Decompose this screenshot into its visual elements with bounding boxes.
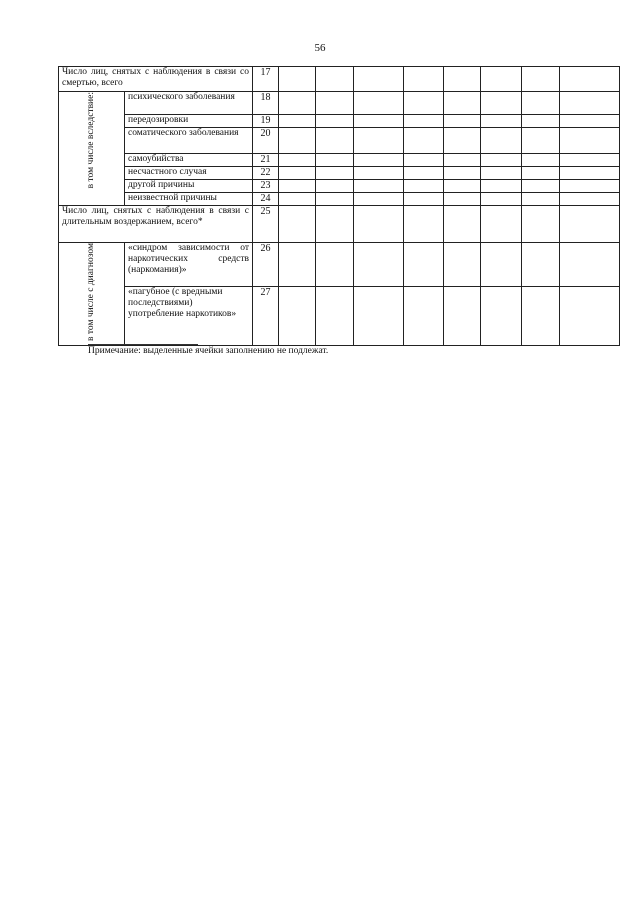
data-cell — [481, 67, 522, 92]
data-cell — [522, 115, 560, 128]
data-cell — [354, 115, 404, 128]
data-cell — [522, 154, 560, 167]
data-cell — [481, 128, 522, 154]
data-cell — [444, 154, 481, 167]
data-cell — [354, 92, 404, 115]
data-cell — [316, 128, 354, 154]
row-26-label: «синдром зависимости от наркотических средств (наркомания)» — [125, 243, 253, 287]
report-table — [58, 66, 620, 346]
row-19-number: 19 — [253, 115, 279, 128]
data-cell — [279, 167, 316, 180]
table-row — [59, 154, 620, 167]
row-17-number: 17 — [253, 67, 279, 92]
table-row — [59, 92, 620, 115]
data-cell — [560, 128, 620, 154]
row-23-number: 23 — [253, 180, 279, 193]
data-cell — [481, 92, 522, 115]
data-cell — [404, 128, 444, 154]
data-cell — [279, 115, 316, 128]
data-cell — [481, 206, 522, 243]
data-cell — [444, 128, 481, 154]
data-cell — [354, 206, 404, 243]
data-cell — [354, 128, 404, 154]
data-cell — [522, 128, 560, 154]
data-cell — [354, 287, 404, 346]
data-cell — [560, 67, 620, 92]
data-cell — [279, 154, 316, 167]
data-cell — [354, 243, 404, 287]
table-row — [59, 206, 620, 243]
data-cell — [354, 154, 404, 167]
data-cell — [522, 243, 560, 287]
data-cell — [481, 287, 522, 346]
row-27-label: «пагубное (с вредными последствиями) употребление наркотиков» — [125, 287, 253, 346]
row-24-number: 24 — [253, 193, 279, 206]
data-cell — [481, 115, 522, 128]
data-cell — [316, 287, 354, 346]
data-cell — [279, 243, 316, 287]
group-label-diagnosis-text: в том числе с диагнозом — [86, 243, 96, 341]
footnote-note: Примечание: выделенные ячейки заполнению не подлежат. — [88, 346, 329, 356]
data-cell — [522, 287, 560, 346]
data-cell — [560, 287, 620, 346]
data-cell — [279, 287, 316, 346]
data-cell — [279, 67, 316, 92]
data-cell — [522, 180, 560, 193]
row-24-label: неизвестной причины — [125, 193, 253, 206]
data-cell — [354, 193, 404, 206]
data-cell — [279, 92, 316, 115]
table-row — [59, 287, 620, 346]
row-21-number: 21 — [253, 154, 279, 167]
group-label-consequence-text: в том числе вследствие: — [86, 92, 96, 189]
data-cell — [279, 206, 316, 243]
data-cell — [316, 167, 354, 180]
data-cell — [279, 180, 316, 193]
data-cell — [481, 154, 522, 167]
data-cell — [354, 180, 404, 193]
row-26-number: 26 — [253, 243, 279, 287]
group-label-diagnosis — [59, 243, 125, 346]
data-cell — [444, 180, 481, 193]
table-row — [59, 193, 620, 206]
data-cell — [444, 287, 481, 346]
data-cell — [444, 193, 481, 206]
data-cell — [522, 206, 560, 243]
data-cell — [404, 180, 444, 193]
data-cell — [316, 206, 354, 243]
data-cell — [560, 180, 620, 193]
data-cell — [279, 193, 316, 206]
data-cell — [481, 193, 522, 206]
row-27-number: 27 — [253, 287, 279, 346]
data-cell — [560, 167, 620, 180]
data-cell — [316, 180, 354, 193]
data-cell — [444, 167, 481, 180]
footnote-rule — [88, 344, 198, 345]
data-cell — [354, 167, 404, 180]
data-cell — [481, 167, 522, 180]
data-cell — [444, 67, 481, 92]
row-21-label: самоубийства — [125, 154, 253, 167]
data-cell — [316, 193, 354, 206]
data-cell — [522, 193, 560, 206]
table-row — [59, 67, 620, 92]
data-cell — [522, 167, 560, 180]
data-cell — [316, 154, 354, 167]
data-cell — [560, 115, 620, 128]
data-cell — [560, 193, 620, 206]
data-cell — [444, 243, 481, 287]
data-cell — [444, 115, 481, 128]
row-20-label: соматического заболевания — [125, 128, 253, 154]
page-number: 56 — [314, 42, 326, 54]
data-cell — [404, 243, 444, 287]
data-cell — [444, 92, 481, 115]
data-cell — [404, 206, 444, 243]
row-23-label: другой причины — [125, 180, 253, 193]
data-cell — [404, 287, 444, 346]
table-row — [59, 180, 620, 193]
table-row — [59, 115, 620, 128]
data-cell — [560, 154, 620, 167]
data-cell — [444, 206, 481, 243]
data-cell — [404, 193, 444, 206]
data-cell — [404, 154, 444, 167]
data-cell — [279, 128, 316, 154]
row-17-label: Число лиц, снятых с наблюдения в связи со смертью, всего — [59, 67, 253, 92]
data-cell — [481, 180, 522, 193]
row-18-label: психического заболевания — [125, 92, 253, 115]
row-25-label: Число лиц, снятых с наблюдения в связи с длительным воздержанием, всего* — [59, 206, 253, 243]
group-label-consequence — [59, 92, 125, 206]
data-cell — [404, 67, 444, 92]
data-cell — [404, 115, 444, 128]
data-cell — [560, 206, 620, 243]
data-cell — [316, 115, 354, 128]
row-18-number: 18 — [253, 92, 279, 115]
row-25-number: 25 — [253, 206, 279, 243]
data-cell — [522, 92, 560, 115]
table-row — [59, 167, 620, 180]
data-cell — [404, 92, 444, 115]
row-22-label: несчастного случая — [125, 167, 253, 180]
data-cell — [316, 92, 354, 115]
data-cell — [354, 67, 404, 92]
row-20-number: 20 — [253, 128, 279, 154]
row-22-number: 22 — [253, 167, 279, 180]
data-cell — [404, 167, 444, 180]
data-cell — [560, 243, 620, 287]
row-19-label: передозировки — [125, 115, 253, 128]
data-cell — [522, 67, 560, 92]
table-row — [59, 128, 620, 154]
data-cell — [481, 243, 522, 287]
data-cell — [316, 243, 354, 287]
data-cell — [560, 92, 620, 115]
data-cell — [316, 67, 354, 92]
table-row — [59, 243, 620, 287]
